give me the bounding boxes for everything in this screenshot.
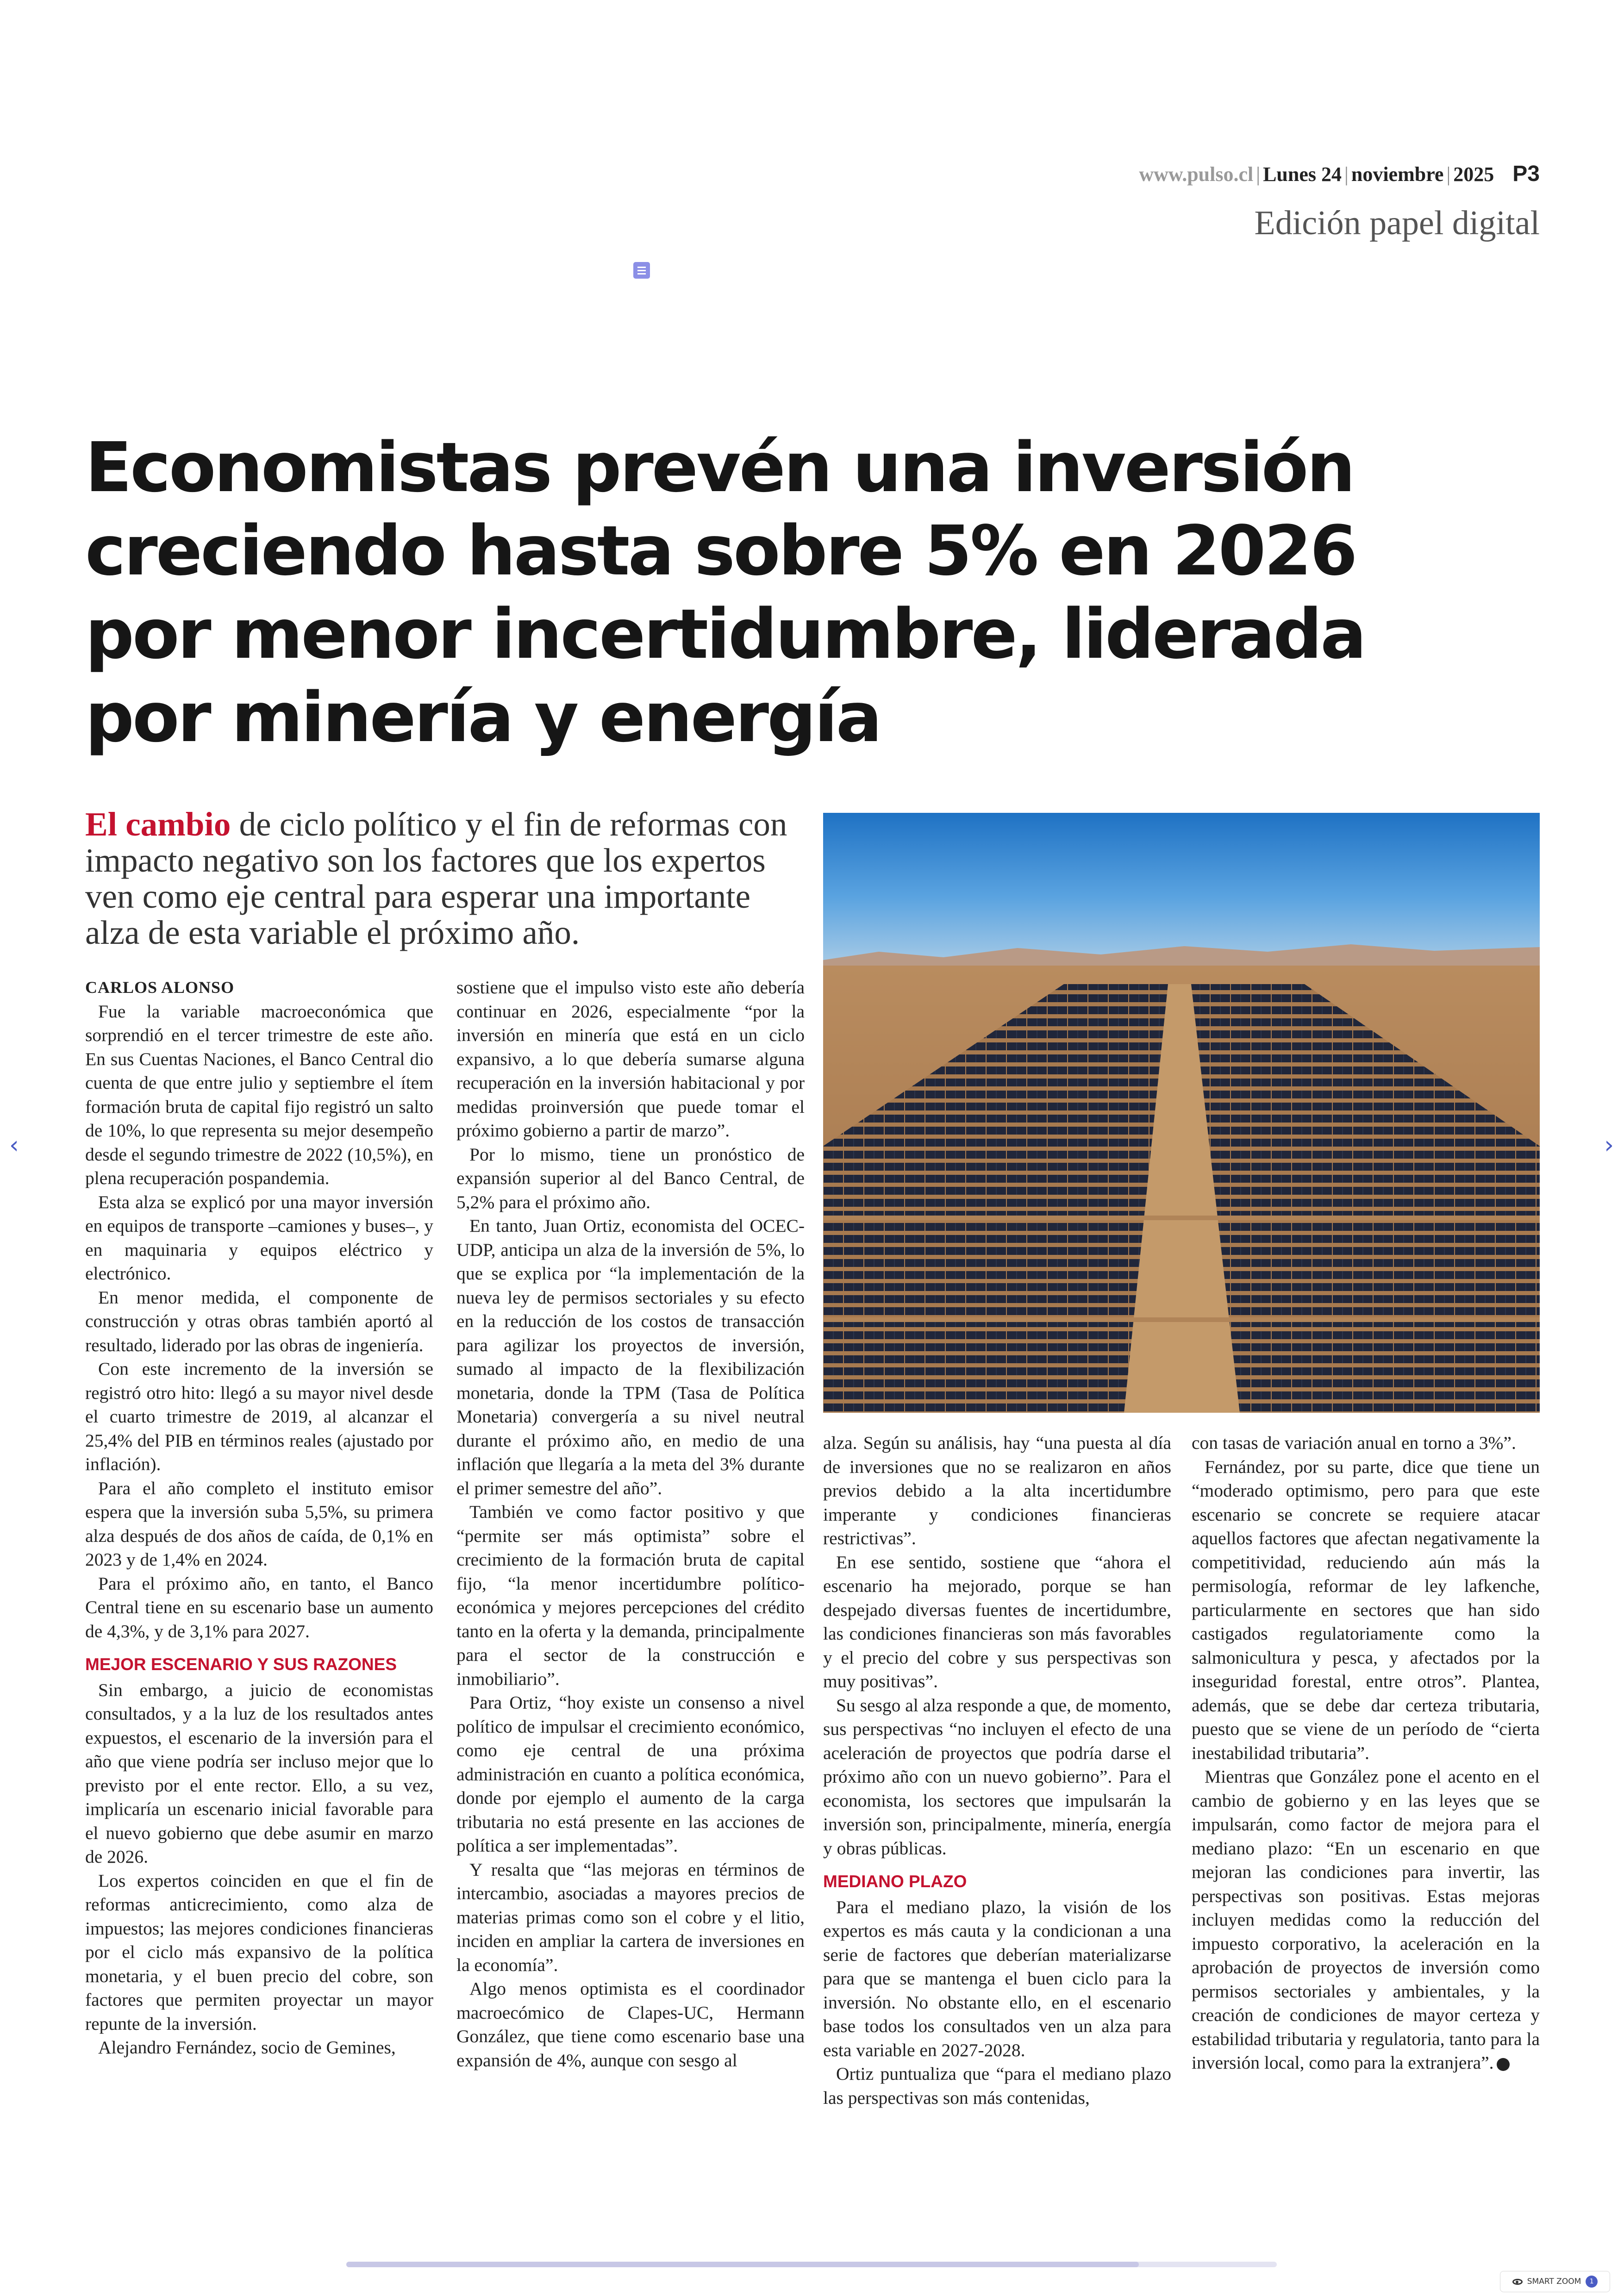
- byline: CARLOS ALONSO: [85, 978, 235, 997]
- article-headline: Economistas prevén una inversión creciendo hasta sobre 5% en 2026 por menor incertidumbre, liderada por minería y energía: [85, 428, 1365, 757]
- next-page-arrow[interactable]: ›: [1604, 1131, 1614, 1159]
- paragraph: Alejandro Fernández, socio de Gemines,: [98, 2037, 396, 2058]
- paragraph: Algo menos optimista es el coordinador macroecómico de Clapes-UC, Hermann González, que tiene como escenario base una expansión de 4%, aunque con sesgo al: [456, 1978, 805, 2070]
- page-scrollbar-thumb[interactable]: [346, 2262, 1139, 2267]
- paragraph-text: Mientras que González pone el acento en el cambio de gobierno y en las leyes que se impulsarán, como factor de mejora para el mediano plazo: “En un escenario en que mejoran las condiciones para invertir, las perspectivas son positivas. Estas mejoras incluyen medidas como la reducción del impuesto corporativo, la aceleración en la aprobación de proyectos de inversión como permisos sectoriales y ambientales, y la creación de condiciones de mayor certeza y estabilidad tributaria y regulatoria, tanto para la inversión local, como para la extranjera”.: [1192, 1766, 1540, 2073]
- page-number: P3: [1512, 162, 1540, 186]
- paragraph: Ortiz puntualiza que “para el mediano plazo las perspectivas son más contenidas,: [823, 2064, 1171, 2108]
- solar-farm-photo: [823, 813, 1540, 1413]
- paragraph: con tasas de variación anual en torno a 3%”.: [1192, 1433, 1516, 1453]
- paragraph: Para Ortiz, “hoy existe un consenso a nivel político de impulsar el crecimiento económico, como eje central de una próxima administración en cuanto a política económica, donde por ejemplo el aumento de la carga tributaria no está presente en las acciones de política a ser implementadas”.: [456, 1692, 805, 1856]
- paragraph: Sin embargo, a juicio de economistas consultados, y a la luz de los resultados antes expuestos, el escenario de la inversión para el año que viene podría ser incluso mejor que lo previsto por el ente rector. Ello, a su vez, implicaría un escenario inicial favorable para el nuevo gobierno que debe asumir en marzo de 2026.: [85, 1679, 433, 1867]
- paragraph: Por lo mismo, tiene un pronóstico de expansión superior al del Banco Central, de 5,2% para el próximo año.: [456, 1144, 805, 1212]
- paragraph: Los expertos coinciden en que el fin de reformas anticrecimiento, como alza de impuestos; las mejores condiciones financieras por el ciclo más expansivo de la política monetaria, y el buen precio del cobre, son factores que permiten proyectar un mayor repunte de la inversión.: [85, 1870, 433, 2034]
- edition-label: Edición papel digital: [1254, 204, 1540, 242]
- column-1: [85, 976, 433, 2060]
- article-lead: [85, 806, 812, 951]
- paragraph: Y resalta que “las mejoras en términos de intercambio, asociadas a mayores precios de materias primas como son el cobre y el litio, inciden en ampliar la cartera de inversiones en la economía”.: [456, 1859, 805, 1975]
- paragraph: También ve como factor positivo y que “permite ser más optimista” sobre el crecimiento de la formación bruta de capital fijo, “la menor incertidumbre político-económica y mejores percepciones del crédito tanto en la oferta y la demanda, principalmente para el sector de la construcción e inmobiliario”.: [456, 1502, 805, 1689]
- date-year: 2025: [1453, 163, 1494, 186]
- note-icon[interactable]: [633, 262, 650, 279]
- paragraph: Esta alza se explicó por una mayor inversión en equipos de transporte –camiones y buses–, y en maquinaria y equipos eléctrico y electrónico.: [85, 1191, 433, 1284]
- smart-zoom-count-badge: 1: [1586, 2276, 1598, 2288]
- column-3: [823, 1431, 1171, 2110]
- lead-kicker: El cambio: [85, 805, 231, 843]
- paragraph: En tanto, Juan Ortiz, economista del OCEC-UDP, anticipa un alza de la inversión de 5%, lo que se explica por “la implementación de la nueva ley de permisos sectoriales y su efecto en la reducción de los costos de transacción para agilizar los proyectos de inversión, sumado al impacto de la flexibilización monetaria, donde la TPM (Tasa de Política Monetaria) convergería a su nivel neutral durante el próximo año, en medio de una inflación que llegaría a la meta del 3% durante el primer semestre del año”.: [456, 1216, 805, 1498]
- paragraph: [1192, 1765, 1540, 2075]
- column-4: [1192, 1431, 1540, 2075]
- paragraph: Fernández, por su parte, dice que tiene un “moderado optimismo, pero para que este escenario se concrete se requiere atacar aquellos factores que afectan negativamente la competitividad, reduciendo aún más la permisología, reformar de ley lafkenche, particularmente en sectores que han sido castigados regulatoriamente como la salmonicultura y pesca, y afectados por la inseguridad forestal, entre otros”. Plantea, además, que se debe dar certeza tributaria, puesto que se viene de un período de “cierta inestabilidad tributaria”.: [1192, 1456, 1540, 1763]
- subhead-mediano-plazo: MEDIANO PLAZO: [823, 1872, 967, 1891]
- paragraph: En ese sentido, sostiene que “ahora el escenario ha mejorado, porque se han despejado diversas fuentes de incertidumbre, las condiciones financieras son más favorables y el precio del cobre y sus perspectivas son muy positivas”.: [823, 1552, 1171, 1691]
- subhead-mejor-escenario: MEJOR ESCENARIO Y SUS RAZONES: [85, 1655, 397, 1674]
- prev-page-arrow[interactable]: ‹: [9, 1131, 19, 1159]
- paragraph: Su sesgo al alza responde a que, de momento, sus perspectivas “no incluyen el efecto de una aceleración de proyectos que podría darse el próximo año con un nuevo gobierno”. Para el economista, los sectores que impulsarán la inversión son, principalmente, minería, energía y obras públicas.: [823, 1695, 1171, 1858]
- end-of-article-icon: [1497, 2058, 1510, 2071]
- paragraph: En menor medida, el componente de construcción y otras obras también aportó al resultado, liderado por las obras de ingeniería.: [85, 1287, 433, 1355]
- site-url[interactable]: www.pulso.cl: [1139, 163, 1254, 186]
- paragraph: Para el año completo el instituto emisor espera que la inversión suba 5,5%, su primera alza después de dos años de caída, de 0,1% en 2023 y de 1,4% en 2024.: [85, 1478, 433, 1570]
- date-month: noviembre: [1351, 163, 1444, 186]
- column-2: [456, 976, 805, 2072]
- paragraph: Para el mediano plazo, la visión de los expertos es más cauta y la condicionan a una serie de factores que deberían materializarse para que se mantenga el buen ciclo para la inversión. No obstante ello, en el escenario base todos los consultados ven un alza para esta variable en 2027-2028.: [823, 1896, 1171, 2060]
- solar-farm-illustration: [823, 813, 1540, 1413]
- paragraph: sostiene que el impulso visto este año debería continuar en 2026, especialmente “por la inversión en minería que está en un ciclo expansivo, a lo que debería sumarse alguna recuperación en la inversión habitacional y por medidas proinversión que puede tomar el próximo gobierno a partir de marzo”.: [456, 977, 805, 1141]
- paragraph: Fue la variable macroeconómica que sorprendió en el tercer trimestre de este año. En sus Cuentas Naciones, el Banco Central dio cuenta de que entre julio y septiembre el ítem formación bruta de capital fijo registró un salto de 10%, lo que representa su mejor desempeño desde el segundo trimestre de 2022 (10,5%), en plena recuperación pospandemia.: [85, 1001, 433, 1188]
- smart-zoom-label: SMART ZOOM: [1527, 2277, 1581, 2286]
- paragraph: Para el próximo año, en tanto, el Banco Central tiene en su escenario base un aumento de 4,3%, y de 3,1% para 2027.: [85, 1573, 433, 1641]
- eye-icon: [1512, 2279, 1523, 2285]
- paragraph: Con este incremento de la inversión se registró otro hito: llegó a su mayor nivel desde el cuarto trimestre de 2019, al alcanzar el 25,4% del PIB en términos reales (ajustado por inflación).: [85, 1359, 433, 1474]
- lead-text: de ciclo político y el fin de reformas con impacto negativo son los factores que los expertos ven como eje central para esperar una importante alza de esta variable el próximo año.: [85, 805, 787, 951]
- paragraph: alza. Según su análisis, hay “una puesta al día de inversiones que no se realizaron en años previos debido a la alta incertidumbre imperante y condiciones financieras restrictivas”.: [823, 1433, 1171, 1548]
- masthead: www.pulso.cl | Lunes 24 | noviembre | 2025 P3: [1139, 162, 1540, 186]
- date-day: Lunes 24: [1263, 163, 1342, 186]
- smart-zoom-button[interactable]: [1500, 2271, 1610, 2292]
